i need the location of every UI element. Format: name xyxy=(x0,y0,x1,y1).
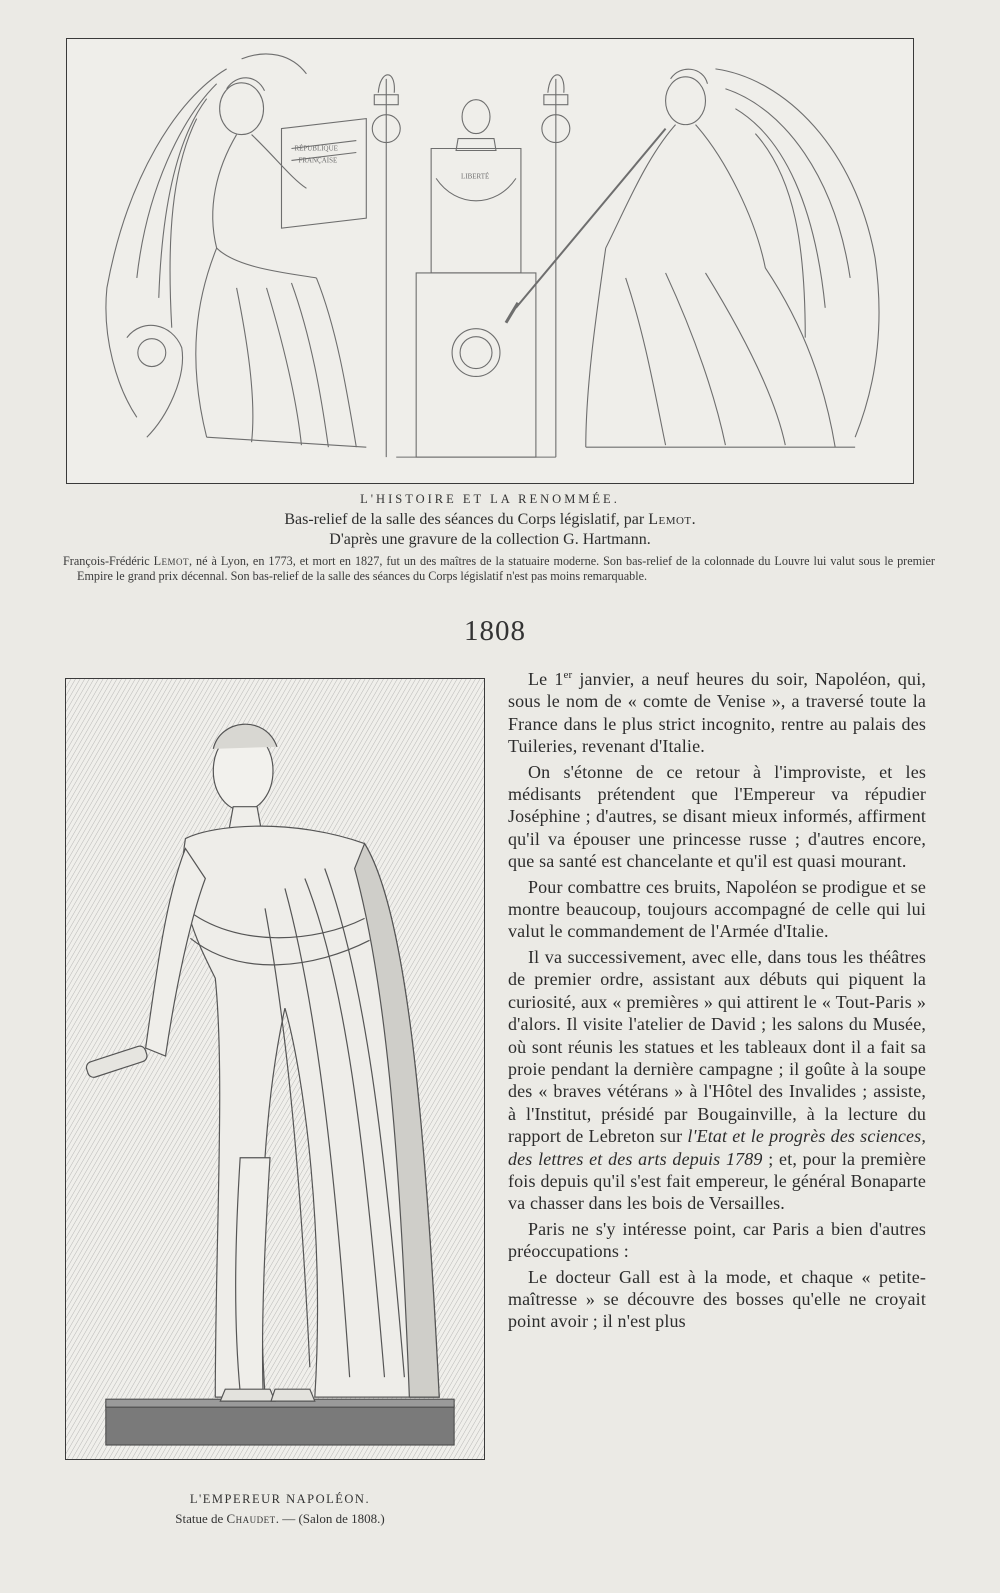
artist-note-text: , né à Lyon, en 1773, et mort en 1827, fut un des maîtres de la statuaire moderne. Son bas-relief de la colonnade du Louvre lui valut sous le premier Empire le grand prix décennal. Son bas-relief de la salle des séances du Corps législatif n'est pas moins remarquable. xyxy=(77,554,935,583)
article-paragraph-5: Paris ne s'y intéresse point, car Paris a bien d'autres préoccupations : xyxy=(508,1218,926,1262)
p1-ordinal-suffix: er xyxy=(563,669,573,681)
relief-caption-title: L'HISTOIRE ET LA RENOMMÉE. xyxy=(360,492,620,506)
article-paragraph-4 xyxy=(508,946,926,1215)
article-paragraph-2: On s'étonne de ce retour à l'improviste, et les médisants prétendent que l'Empereur va répudier Joséphine ; d'autres, se disant mieux informés, affirment qu'il va épouser une princesse russe ; d'autres encore, que sa santé est chancelante et qu'il est quasi mourant. xyxy=(508,761,926,872)
relief-caption-line1 xyxy=(66,510,914,529)
relief-caption-line2: D'après une gravure de la collection G. Hartmann. xyxy=(329,531,651,548)
bust-inscription: LIBERTÉ xyxy=(461,172,490,181)
bas-relief-illustration xyxy=(66,38,914,484)
statue-caption-title: L'EMPEREUR NAPOLÉON. xyxy=(189,1492,371,1506)
p1-day-number: 1 xyxy=(554,669,564,689)
p1-rest: janvier, a neuf heures du soir, Napoléon, qui, sous le nom de « comte de Venise », a traversé toute la France dans le plus strict incognito, rentre au palais des Tuileries, revenant d'Italie. xyxy=(508,669,926,757)
statue-engraving xyxy=(66,679,484,1459)
statue-caption-line xyxy=(80,1511,480,1527)
p4-italic-title: l'Etat et le progrès des sciences, des lettres et des arts depuis 1789 xyxy=(508,1126,926,1169)
article-paragraph-6: Le docteur Gall est à la mode, et chaque « petite-maîtresse » se découvre des bosses qu'elle ne croyait point avoir ; il n'est plus xyxy=(508,1266,926,1332)
year-heading: 1808 xyxy=(464,615,526,647)
tablet-inscription-2: FRANÇAISE xyxy=(298,156,338,165)
artist-note xyxy=(63,554,935,583)
statue-caption-post: . — (Salon de 1808.) xyxy=(275,1511,385,1526)
statue-caption-pre: Statue de xyxy=(175,1511,227,1526)
bas-relief-engraving xyxy=(67,39,913,483)
article-paragraph-1 xyxy=(508,664,926,758)
p4-start: Il va successivement, avec elle, dans tous les théâtres de premier ordre, assistant aux débuts qui piquent la curiosité, aux « premières » qui attirent le « Tout-Paris » d'alors. Il visite l'atelier de David ; les salons du Musée, où sont réunis les statues et les tableaux dont il a fait sa proie pendant la dernière campagne ; il goûte à la soupe des « braves vétérans » à l'Hôtel des Invalides ; assiste, à l'Institut, présidé par Bougainville, à la lecture du rapport de Lebreton sur xyxy=(508,946,926,1147)
statue-caption-sculptor: Chaudet xyxy=(226,1511,276,1526)
relief-caption-line1-post: . xyxy=(691,511,696,528)
artist-note-pre: François-Frédéric xyxy=(63,554,154,568)
article-body xyxy=(508,664,926,1336)
relief-caption-line1-pre: Bas-relief de la salle des séances du Corps législatif, par xyxy=(284,511,649,528)
p1-start: Le xyxy=(528,669,555,689)
p4-end: ; et, pour la première fois depuis qu'il s'est fait empereur, le général Bonaparte va chasser dans les bois de Versailles. xyxy=(508,1148,926,1214)
article-paragraph-3: Pour combattre ces bruits, Napoléon se prodigue et se montre beaucoup, toujours accompagné de celle qui lui valut le commandement de l'Armée d'Italie. xyxy=(508,876,926,942)
artist-note-name: Lemot xyxy=(153,554,190,568)
napoleon-statue-illustration xyxy=(65,678,485,1460)
relief-caption-artist: Lemot xyxy=(648,511,692,528)
tablet-inscription-1: RÉPUBLIQUE xyxy=(294,144,338,153)
